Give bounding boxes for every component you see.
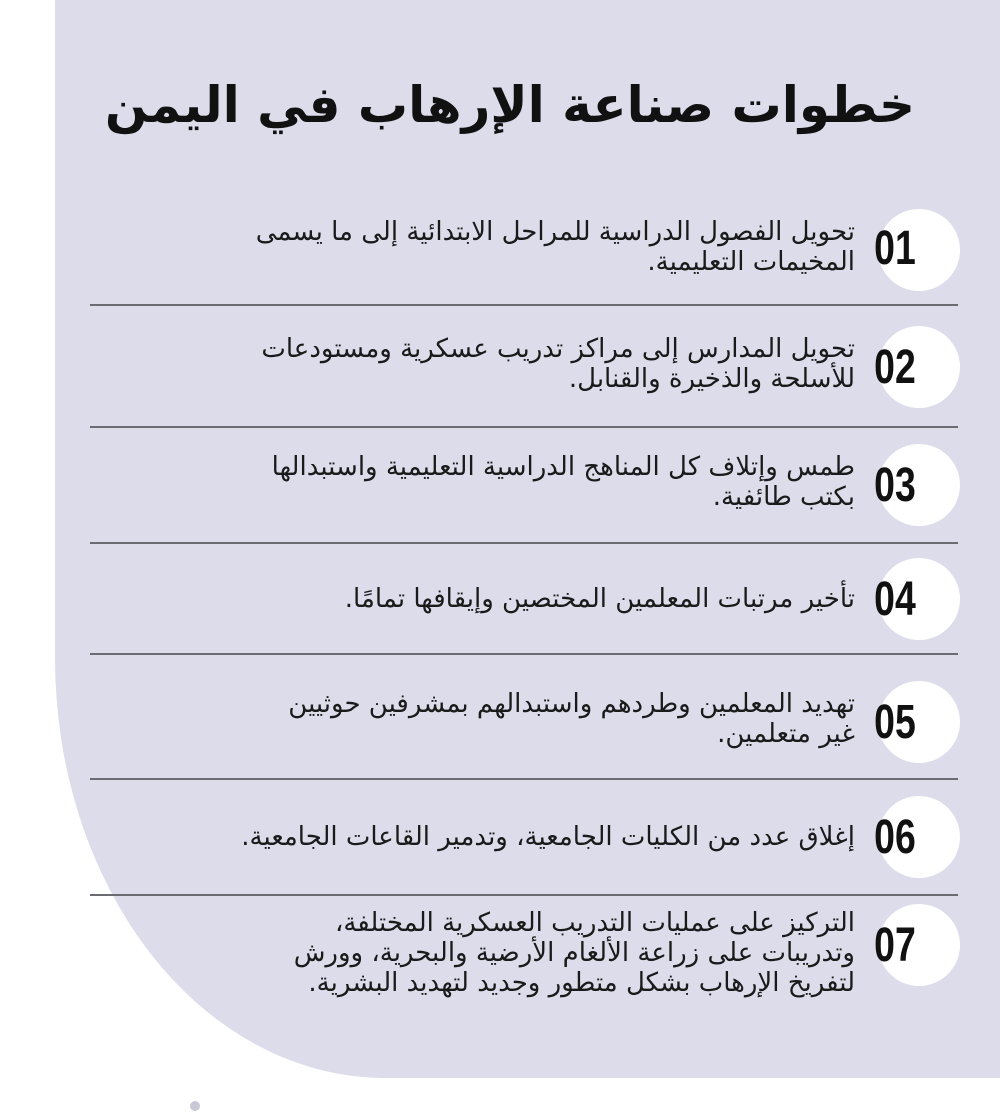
item-text-line: تحويل الفصول الدراسية للمراحل الابتدائية إلى ما يسمى — [255, 217, 855, 247]
item-text — [90, 584, 855, 614]
item-text-line: تحويل المدارس إلى مراكز تدريب عسكرية ومستودعات — [261, 334, 855, 364]
item-text — [90, 689, 855, 749]
item-number: 04 — [874, 573, 916, 626]
list-item — [90, 440, 960, 530]
item-text-line: إغلاق عدد من الكليات الجامعية، وتدمير القاعات الجامعية. — [241, 822, 855, 852]
item-number: 06 — [874, 811, 916, 864]
item-text-line: وتدريبات على زراعة الألغام الأرضية والبحرية، وورش — [293, 938, 855, 968]
item-text-line: غير متعلمين. — [717, 719, 855, 749]
item-text-line: تأخير مرتبات المعلمين المختصين وإيقافها تمامًا. — [344, 584, 855, 614]
item-text-line: للأسلحة والذخيرة والقنابل. — [568, 364, 855, 394]
item-text-line: تهديد المعلمين وطردهم واستبدالهم بمشرفين حوثيين — [288, 689, 855, 719]
item-number: 05 — [874, 696, 916, 749]
item-text-line: التركيز على عمليات التدريب العسكرية المختلفة، — [334, 908, 855, 938]
divider — [90, 653, 958, 655]
divider — [90, 542, 958, 544]
decorative-dot — [190, 1101, 200, 1111]
divider — [90, 426, 958, 428]
item-text — [90, 452, 855, 512]
list-item — [90, 675, 960, 770]
item-text — [90, 217, 855, 277]
list-item — [90, 205, 960, 295]
list-item — [90, 792, 960, 887]
item-text — [90, 822, 855, 852]
divider — [90, 894, 958, 896]
item-number: 03 — [874, 459, 916, 512]
item-text-line: طمس وإتلاف كل المناهج الدراسية التعليمية واستبدالها — [271, 452, 855, 482]
item-text-line: بكتب طائفية. — [712, 482, 855, 512]
item-number: 02 — [874, 341, 916, 394]
list-item — [90, 902, 960, 1032]
item-text-line: المخيمات التعليمية. — [647, 247, 855, 277]
list-item — [90, 322, 960, 412]
page-title: خطوات صناعة الإرهاب في اليمن — [104, 76, 915, 134]
item-text — [90, 334, 855, 394]
item-number: 07 — [874, 919, 916, 972]
list-item — [90, 556, 960, 646]
divider — [90, 778, 958, 780]
item-text — [90, 908, 855, 998]
item-text-line: لتفريخ الإرهاب بشكل متطور وجديد لتهديد البشرية. — [308, 968, 855, 998]
item-number: 01 — [874, 222, 916, 275]
divider — [90, 304, 958, 306]
